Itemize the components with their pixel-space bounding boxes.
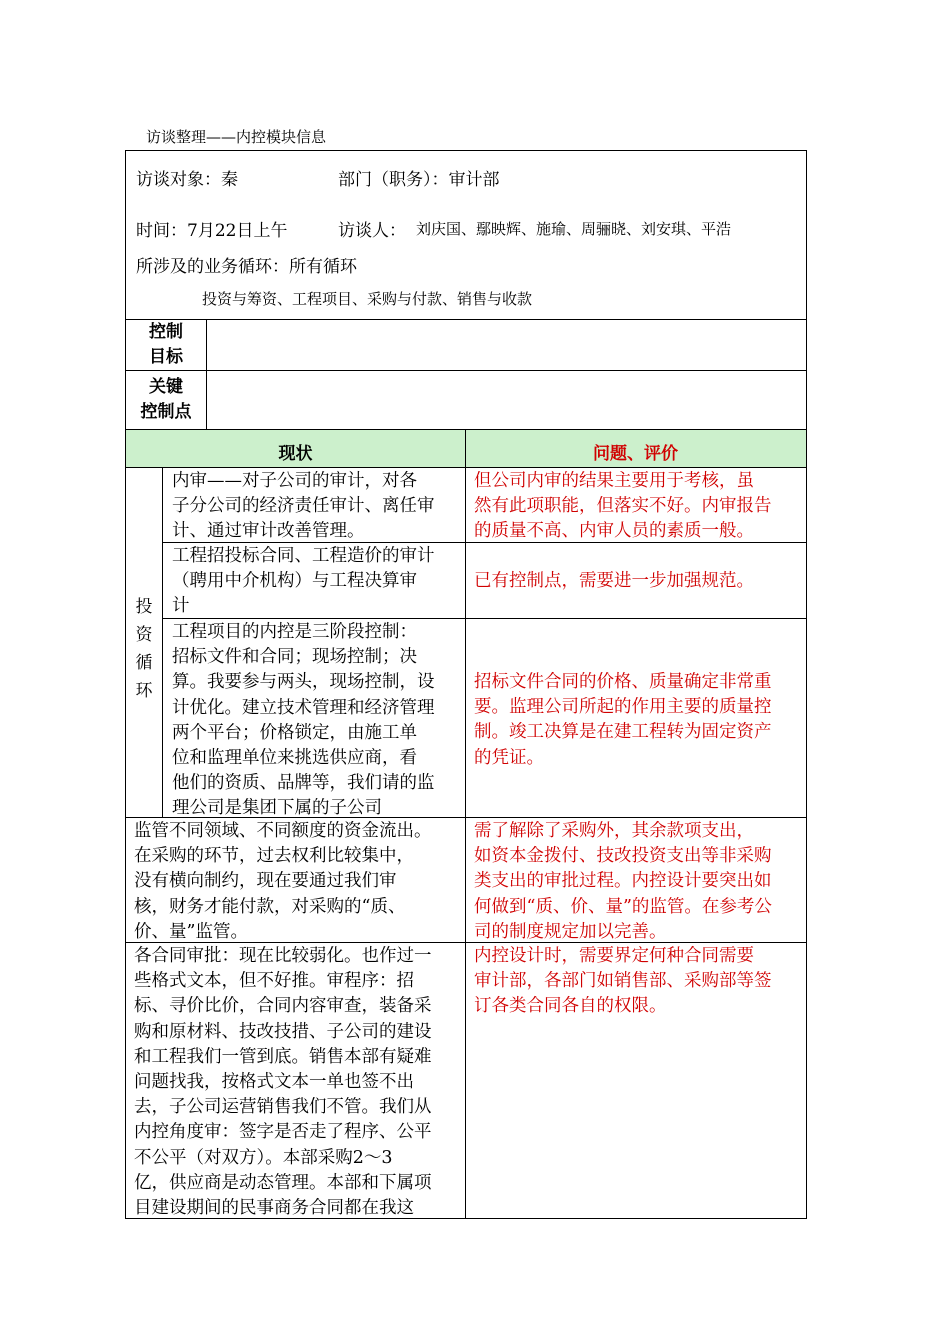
divider: [126, 319, 806, 320]
interviewers-list: 刘庆国、鄢映辉、施瑜、周骊晓、刘安琪、平浩: [416, 220, 732, 238]
document-title: 访谈整理——内控模块信息: [146, 128, 327, 146]
status-cell: 工程项目的内控是三阶段控制： 招标文件和合同；现场控制；决 算。我要参与两头，现场控制，设 计优化。建立技术管理和经济管理 两个平台；价格锁定，由施工单 位和监理单位来挑选供应商，看 他们的资质、品牌等，我们请的监 理公司是集团下属的子公司: [172, 622, 435, 819]
time-field: 时间：7月22日上午: [136, 221, 288, 241]
interviewers-label: 访谈人：: [338, 221, 406, 241]
issue-cell: 需了解除了采购外，其余款项支出， 如资本金拨付、技改投资支出等非采购 类支出的审批过程。内控设计要突出如 何做到“质、价、量”的监管。在参考公 司的制度规定加以完善。: [474, 821, 772, 942]
status-cell: 工程招投标合同、工程造价的审计 （聘用中介机构）与工程决算审 计: [172, 546, 435, 617]
status-cell: 内审——对子公司的审计，对各 子分公司的经济责任审计、离任审 计、通过审计改善管理。: [172, 471, 435, 542]
control-objective-label: 控制 目标: [149, 322, 183, 367]
divider: [126, 370, 806, 371]
department-field: 部门（职务）：审计部: [338, 170, 500, 190]
investment-cycle-label: 投 资 循 环: [135, 597, 153, 701]
issue-cell: 已有控制点，需要进一步加强规范。: [474, 571, 754, 591]
status-issue-divider: [465, 429, 466, 1219]
business-cycle-field: 所涉及的业务循环：所有循环: [136, 257, 357, 277]
issue-cell: 但公司内审的结果主要用于考核，虽 然有此项职能，但落实不好。内审报告 的质量不高、内审人员的素质一般。: [474, 471, 772, 542]
issues-column-header: 问题、评价: [593, 444, 678, 464]
cycle-list: 投资与筹资、工程项目、采购与付款、销售与收款: [202, 290, 533, 308]
issue-cell: 招标文件合同的价格、质量确定非常重 要。监理公司所起的作用主要的质量控 制。竣工决算是在建工程转为固定资产 的凭证。: [474, 672, 772, 768]
status-column-header: 现状: [278, 444, 313, 464]
issue-cell: 内控设计时，需要界定何种合同需要 审计部，各部门如销售部、采购部等签 订各类合同各自的权限。: [474, 946, 772, 1017]
key-control-point-label: 关键 控制点: [140, 377, 192, 422]
cycle-column-divider: [162, 467, 163, 817]
label-column-divider: [206, 319, 207, 429]
divider: [126, 467, 806, 468]
interview-table: [125, 150, 807, 1219]
status-cell: 监管不同领域、不同额度的资金流出。 在采购的环节，过去权利比较集中， 没有横向制约，现在要通过我们审 核，财务才能付款，对采购的“质、 价、量”监管。: [134, 821, 432, 942]
status-cell: 各合同审批：现在比较弱化。也作过一 些格式文本，但不好推。审程序：招 标、寻价比价，合同内容审查，装备采 购和原材料、技改技措、子公司的建设 和工程我们一管到底。销售本部有疑难 问题找我，按格式文本一单也签不出 去，子公司运营销售我们不管。我们从 内控角度审：签字是否走了程序、公平 不公平（对双方）。本部采购2～3 亿，供应商是动态管理。本部和下属项 目建设期间的民事商务合同都在我这: [134, 946, 432, 1219]
interviewee-field: 访谈对象：秦: [136, 170, 238, 190]
